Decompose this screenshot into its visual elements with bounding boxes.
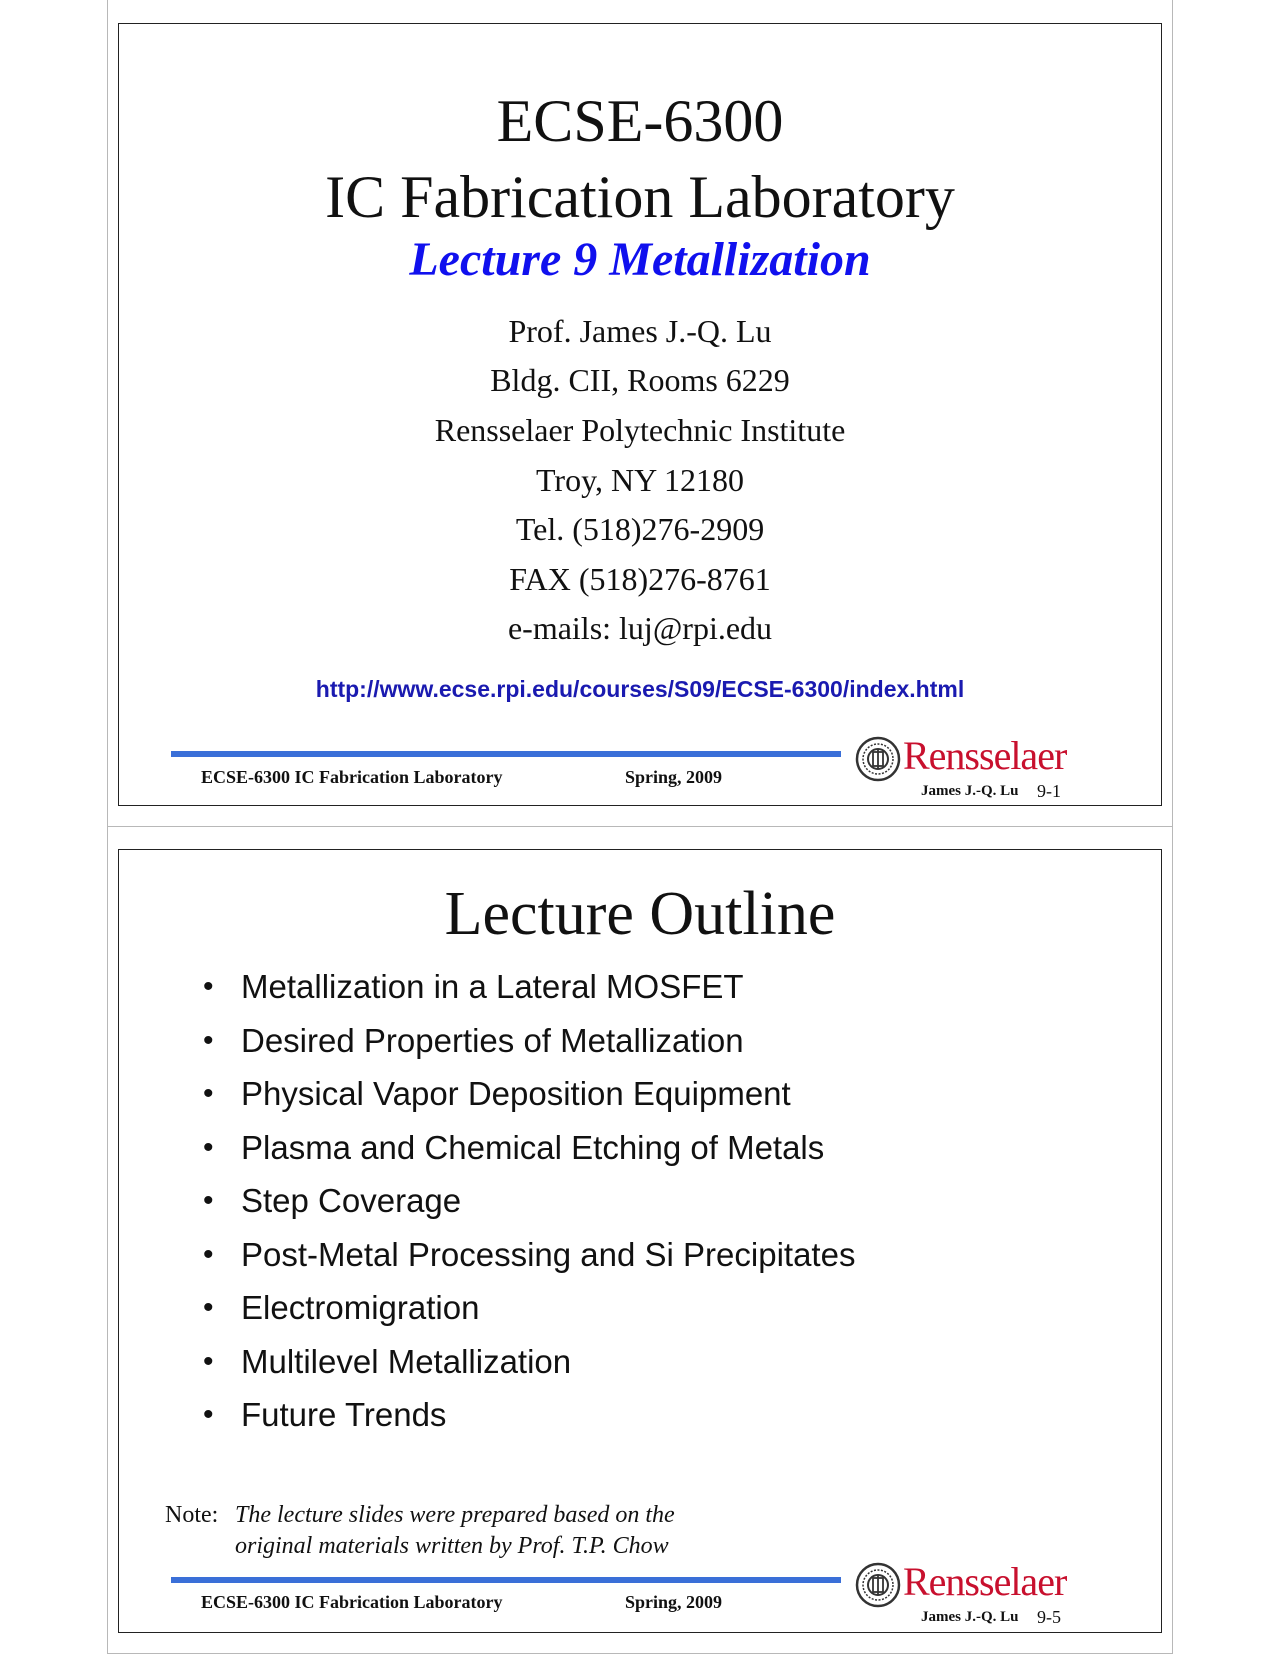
lecture-title: Lecture 9 Metallization xyxy=(409,233,871,286)
page-divider xyxy=(107,826,1173,827)
footer-author: James J.-Q. Lu xyxy=(921,783,1019,799)
note-text-line-2: original materials written by Prof. T.P. Chow xyxy=(235,1533,669,1559)
outline-title: Lecture Outline xyxy=(444,880,836,948)
bullet-icon: • xyxy=(203,1184,214,1217)
note-label: Note: xyxy=(165,1502,219,1528)
footer-term: Spring, 2009 xyxy=(625,1592,723,1612)
list-item-text: Post-Metal Processing and Si Precipitates xyxy=(241,1235,856,1273)
bullet-icon: • xyxy=(203,970,214,1003)
course-url-link[interactable]: http://www.ecse.rpi.edu/courses/S09/ECSE-6300/index.html xyxy=(315,676,965,702)
footer-bar xyxy=(171,751,841,757)
brand-logo-text: Rensselaer xyxy=(903,1559,1067,1604)
fax: FAX (518)276-8761 xyxy=(509,561,771,597)
list-item-text: Multilevel Metallization xyxy=(241,1342,572,1380)
slide-number: 9-1 xyxy=(1037,781,1061,801)
bullet-icon: • xyxy=(203,1077,214,1110)
list-item-text: Metallization in a Lateral MOSFET xyxy=(241,968,744,1005)
footer-bar xyxy=(171,1577,841,1583)
footer-course: ECSE-6300 IC Fabrication Laboratory xyxy=(201,1592,503,1612)
footer-course: ECSE-6300 IC Fabrication Laboratory xyxy=(201,767,503,787)
list-item-text: Desired Properties of Metallization xyxy=(241,1021,744,1059)
city-address: Troy, NY 12180 xyxy=(535,462,745,498)
course-code: ECSE-6300 xyxy=(496,88,784,154)
note-text-line-1: The lecture slides were prepared based on the xyxy=(235,1502,675,1528)
bullet-icon: • xyxy=(203,1130,214,1164)
brand-logo-text: Rensselaer xyxy=(903,733,1067,778)
rensselaer-seal-icon xyxy=(855,1562,901,1608)
bullet-icon: • xyxy=(203,1398,214,1431)
course-name: IC Fabrication Laboratory xyxy=(325,164,955,230)
list-item-text: Plasma and Chemical Etching of Metals xyxy=(241,1128,825,1166)
bullet-icon: • xyxy=(203,1344,214,1378)
slide-title xyxy=(118,23,1162,806)
telephone: Tel. (518)276-2909 xyxy=(515,511,765,547)
list-item-text: Physical Vapor Deposition Equipment xyxy=(241,1075,791,1112)
rensselaer-seal-icon xyxy=(855,736,901,782)
office-location: Bldg. CII, Rooms 6229 xyxy=(490,362,790,398)
footer-term: Spring, 2009 xyxy=(625,767,723,787)
institute-name: Rensselaer Polytechnic Institute xyxy=(434,412,846,448)
slide-outline xyxy=(118,849,1162,1633)
slide-number: 9-5 xyxy=(1037,1607,1061,1627)
bullet-icon: • xyxy=(203,1023,214,1057)
email[interactable]: e-mails: luj@rpi.edu xyxy=(507,610,773,646)
bullet-icon: • xyxy=(203,1237,214,1271)
professor-name: Prof. James J.-Q. Lu xyxy=(508,313,772,349)
list-item-text: Electromigration xyxy=(241,1289,480,1326)
list-item-text: Step Coverage xyxy=(241,1182,462,1219)
footer-author: James J.-Q. Lu xyxy=(921,1609,1019,1625)
list-item-text: Future Trends xyxy=(241,1396,447,1433)
bullet-icon: • xyxy=(203,1291,214,1324)
